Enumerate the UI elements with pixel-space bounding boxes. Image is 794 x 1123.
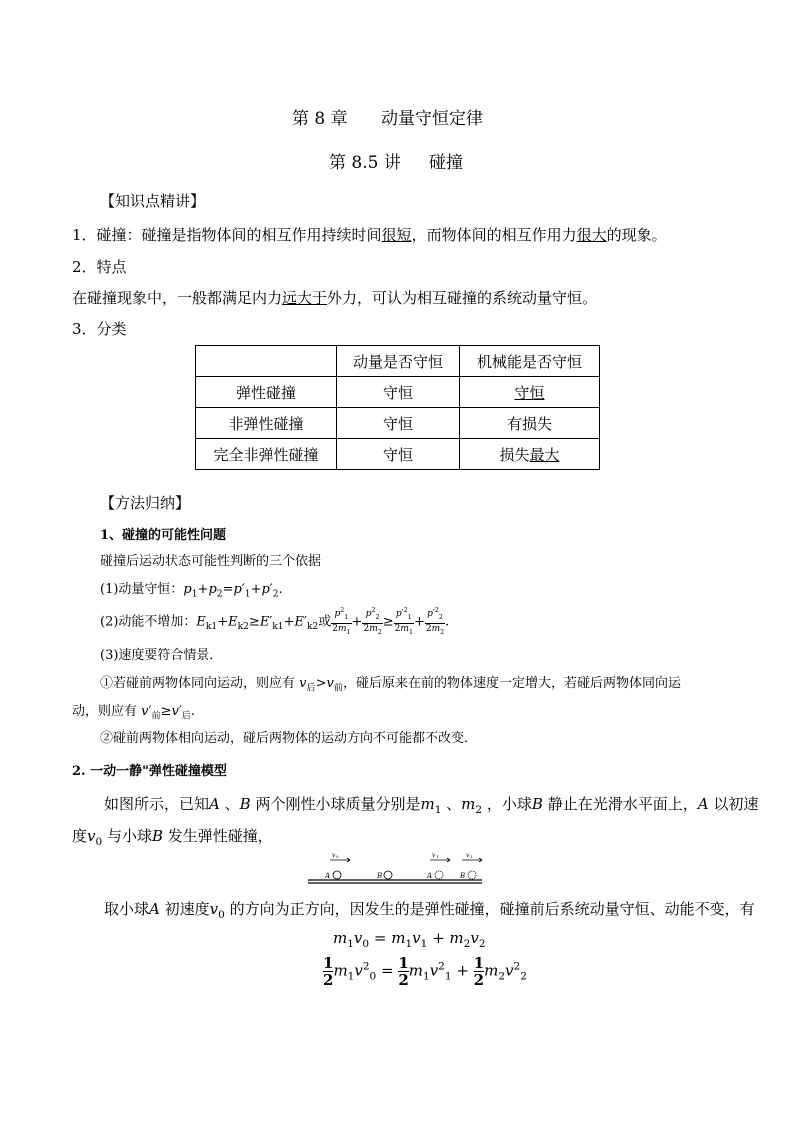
table-cell: 完全非弹性碰撞: [196, 439, 337, 470]
table-cell: 守恒: [337, 377, 460, 408]
v2-arrow-icon: [462, 852, 482, 862]
chapter-number: 第 8 章: [292, 109, 348, 129]
method-heading: 【方法归纳】: [100, 494, 191, 512]
svg-text:A: A: [427, 872, 433, 880]
method-intro: 碰撞后运动状态可能性判断的三个依据: [100, 554, 322, 569]
energy-equation: $\frac{1}{2}m_1v^2_0$ = $\frac{1}{2}m_1v^2_1$ + $\frac{1}{2}m_2v^2_2$: [323, 954, 527, 989]
table-cell: 弹性碰撞: [196, 377, 337, 408]
lecture-number: 第 8.5 讲: [329, 153, 401, 173]
criterion-3: (3)速度要符合情景．: [100, 648, 223, 663]
svg-text:v: v: [466, 852, 470, 859]
svg-text:B: B: [460, 872, 466, 880]
table-row: [196, 439, 600, 470]
model-paragraph-2: 度$v_0$ 与小球B 发生弹性碰撞，: [72, 827, 273, 848]
v1-arrow-icon: [430, 852, 450, 862]
svg-text:1: 1: [436, 854, 439, 859]
ball-a-before-icon: [324, 871, 341, 880]
svg-text:v: v: [432, 852, 436, 859]
table-cell: 守恒: [337, 408, 460, 439]
svg-text:A: A: [325, 872, 331, 880]
ball-b-before-icon: [376, 871, 392, 880]
table-cell: 损失最大: [460, 439, 600, 470]
ball-a-after-icon: [426, 871, 443, 880]
table-cell: 有损失: [460, 408, 600, 439]
table-header-row: [196, 346, 600, 377]
collision-diagram: [300, 846, 490, 886]
criterion-1: (1)动量守恒：$p_1+p_2=p'_1+p'_2$.: [100, 582, 283, 600]
table-header-cell: 机械能是否守恒: [460, 346, 600, 377]
lecture-title: 碰撞: [429, 153, 463, 173]
model-heading: 2. 一动一静"弹性碰撞模型: [72, 764, 227, 779]
chapter-title: 动量守恒定律: [381, 109, 483, 129]
ball-b-after-icon: [459, 871, 476, 880]
table-cell: 守恒: [337, 439, 460, 470]
classification-table: [195, 345, 600, 470]
item-2: 2．特点: [72, 258, 127, 276]
ground-line: [308, 880, 482, 883]
knowledge-heading: 【知识点精讲】: [100, 192, 206, 210]
item-2-text: 在碰撞现象中，一般都满足内力远大于外力，可认为相互碰撞的系统动量守恒。: [72, 289, 598, 307]
model-paragraph-3: 取小球A 初速度$v_0$ 的方向为正方向，因发生的是弹性碰撞，碰撞前后系统动量守恒、动能不变，有: [104, 900, 755, 921]
table-cell: 守恒: [460, 377, 600, 408]
table-header-cell: 动量是否守恒: [337, 346, 460, 377]
momentum-equation: $m_1v_0 = m_1v_1 + m_2v_2$: [333, 929, 486, 950]
table-cell: 非弹性碰撞: [196, 408, 337, 439]
note-2: ②碰前两物体相向运动，碰后两物体的运动方向不可能都不改变．: [100, 731, 478, 746]
item-3: 3．分类: [72, 320, 127, 338]
svg-text:v: v: [332, 852, 336, 859]
svg-text:2: 2: [470, 854, 473, 859]
svg-text:0: 0: [336, 854, 339, 859]
table-header-cell: [196, 346, 337, 377]
table-row: [196, 377, 600, 408]
svg-text:B: B: [377, 872, 383, 880]
model-paragraph-1: 如图所示，已知A 、B 两个刚性小球质量分别是$m_1$ 、$m_2$ ，小球B 静止在光滑水平面上，A 以初速: [104, 795, 759, 816]
v0-arrow-icon: [330, 852, 350, 862]
table-row: [196, 408, 600, 439]
note-1: ①若碰前两物体同向运动，则应有 $v_后>v_前$，碰后原来在前的物体速度一定增大，若碰后两物体同向运: [100, 676, 682, 694]
item-1: 1．碰撞：碰撞是指物体间的相互作用持续时间很短，而物体间的相互作用力很大的现象。: [72, 226, 667, 244]
criterion-2: (2)动能不增加：$E_{k1}+E_{k2}\ge E'_{k1}+E'_{k2}$或 $\frac{p^2_1}{2m_1}$ + $\frac{p^2_2}{2m_2}$ ≥ $\frac{p'^2_1}{2m_1}$ + $\frac{p'^2_2}{2m_2}$ .: [100, 607, 450, 636]
note-1-cont: 动，则应有 $v'_前\ge v'_后$.: [72, 704, 196, 722]
method-subheading: 1、碰撞的可能性问题: [100, 528, 227, 543]
